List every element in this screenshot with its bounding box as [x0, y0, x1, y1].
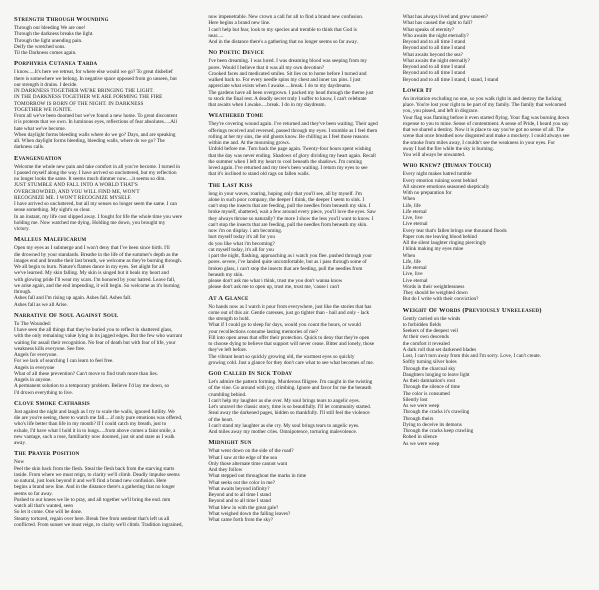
lyric-line: From all we've been doomed but we've found a new home. To great discontent [14, 113, 178, 119]
lyric-line: conflicted. From sunset we must reign, to clarity we'll climb. Tradition ingrained, [14, 521, 183, 528]
song-title: Porphyria Cutanea Tarda [14, 60, 98, 68]
lyric-line: no longer looks the same. It seems much dimmer now.....it seems so dim. [14, 176, 166, 182]
lyric-line: Your flag was flaming before it even started flying. Your flag was burning down [402, 114, 570, 121]
lyric-line: So let it come. One will be done. [14, 509, 83, 516]
lyric-line: What awaits beyond infinity? [208, 485, 270, 492]
lyric-line: At their own descends [402, 334, 449, 341]
lyric-line: the strength to hold. [208, 316, 250, 322]
lyric-line: Every emotion ruining scent behind [402, 177, 477, 184]
lyric-line: What has always lived and grew unseen? [402, 14, 488, 20]
lyric-line: What went down on the side of the road? [208, 448, 294, 455]
lyric-line: we arise again, and the end impending, it will begin. So welcome as it's burning [14, 282, 180, 289]
lyric-line: IN DARKNESS TOGETHER WE'RE BRINGING THE LIGHT. [14, 88, 154, 94]
lyric-line: can't stop the insects that are feeding, pull the needles from beneath my skin. [208, 221, 368, 228]
song-block [208, 112, 392, 177]
lyric-line: Words in their weightlessness [402, 283, 465, 290]
lyric-line: Silently lost [402, 396, 428, 403]
song-lyrics [14, 321, 198, 396]
lyric-line: Robed in silence [402, 434, 438, 441]
lyric-line: i part the night, flashing, approaching as i watch you flee. pushed through your [208, 253, 372, 259]
lyric-line: Only those alternate time cannot want [208, 460, 288, 467]
lyric-line: The gardens have all been overgrown. I packed my head through the theme just [208, 89, 374, 96]
lyric-line: die drowned by your standards. Breathe in the life of the summer's depth as the [14, 251, 179, 258]
song-block [208, 370, 392, 435]
song-block [208, 49, 392, 108]
lyric-line: I can't help but fear, look to my species and tremble to think that God is [208, 26, 357, 33]
lyric-line: crumbling behind. [208, 391, 247, 398]
lyric-line: Seekers of the deepest veil [402, 328, 458, 334]
song-lyrics [403, 14, 587, 83]
song-lyrics [208, 121, 392, 177]
song-lyrics [14, 25, 198, 56]
lyric-line: With no preparation for [402, 190, 452, 196]
lyric-line: In an instant, my life cost slipped away. I fought for life the whole time you were [14, 213, 183, 220]
lyric-line: holding me. Now watched me dying. Holding me down, you brought my [14, 219, 166, 226]
lyric-line: your recollections consume lasting memories of me? [208, 328, 318, 335]
lyric-line: it is protests that we own. In luminous eyes, reflections of fear absolutes.....All [14, 119, 177, 126]
lyric-line: As we were weep [402, 440, 440, 447]
song-block [14, 16, 198, 56]
song-title: At A Glance [208, 294, 249, 302]
lyric-line: to choose dying to believe that support will never cease. Bitter and lonely, those [208, 341, 375, 347]
song-title: Weathered Tome [208, 112, 264, 120]
lyric-line: Crooked faces and medicated smiles. Sit lies on to home before I turned and [208, 70, 367, 77]
song-block [14, 236, 198, 308]
song-lyrics [208, 58, 392, 108]
lyric-line: Angels in anyone. [14, 377, 52, 383]
lyric-line: What awaits the night eternally? [402, 57, 470, 64]
lyric-line: our strength it drains. I decide. [14, 81, 78, 88]
lyric-line: What has caused the sight to fall? [402, 20, 473, 27]
song-block [208, 182, 392, 291]
lyric-line: Ashes fall as we all Arise. [14, 301, 68, 308]
lyric-line: TOMORROW IS BORN OF THE NIGHT. IN DARKNESS [14, 100, 144, 107]
lyric-line: I've been dreaming. I was lured. I was dreaming blood was seeping from my [208, 58, 368, 65]
song-title: No Poetic Device [208, 49, 265, 57]
song-block [403, 87, 587, 159]
lyric-line: waiting for assail their recognition. No fear of death but with fear of life, your [14, 339, 176, 346]
lyric-line: Live eternal [402, 221, 428, 228]
lyric-line: Beyond and to all time I stand [402, 64, 466, 70]
song-lyrics [403, 316, 587, 447]
lyric-line: expense to you to mine. Sense of contentment. A sense of Pride, I heard you say [402, 120, 569, 127]
lyric-line: What blew in with the great gale? [208, 504, 279, 511]
lyric-line: Pushed to our knees we lie to pray, and all together we'll bring the end. mm [14, 496, 171, 503]
lyric-line: The vibrant heart so quickly growing old, the warmest eyes so quickly [208, 353, 355, 360]
lyric-line: please don't ask me to open up, trust me, trust me, 'cause i can't [208, 284, 340, 291]
lyric-line: Til the Darkness comes again. [14, 50, 77, 56]
lyric-line: As we were weep [402, 403, 440, 409]
lyric-line: broken glass, i can't stop the insects that are feeding, pull the needles from [208, 265, 363, 272]
lyric-line: away I had the fire while the sky is burning. [402, 145, 494, 152]
lyric-line: Let's admire the pattern forming. Murderous filigree. I'm caught in the twisting [208, 379, 373, 385]
lyric-line: Life eternal [402, 208, 427, 215]
lyric-line: can't stop the insects that are feeding, pull the needles from beneath my skin. I [208, 203, 371, 209]
lyric-line: Here begins a brand new line. [208, 20, 271, 27]
lyric-line: Live eternal [402, 277, 428, 284]
lyric-line: die are you're seeing, there to watch me fall.....if only pure emotions was offered, [14, 415, 183, 421]
song-block [14, 312, 198, 396]
lyric-line: Beyond and to all time I stand [402, 39, 466, 45]
lyric-line: JUST STUMBLE AND FALL INTO A WORLD THAT'S [14, 182, 138, 189]
lyric-line: hurt myself today it's all for you [208, 234, 275, 241]
lyric-line: Who awaits the night eternally? [402, 32, 469, 39]
lyric-line: Through the cracks keep crawling [402, 428, 474, 434]
song-block [403, 307, 587, 447]
lyric-line: Daughters longing to leave light [402, 371, 470, 378]
lyric-line: A dark roll that set darkened blades [402, 346, 477, 353]
lyric-line: All the silent laughter ringing piercingly [402, 240, 487, 246]
lyric-line: pores. Would I believe that it was all my own devotion? [208, 64, 325, 71]
lyric-line: Beyond and to all time I stand [208, 498, 271, 505]
song-lyrics [14, 459, 198, 528]
lyric-line: They're covering wound again. I've returned and they've been waiting. Their aged [208, 121, 378, 128]
lyric-line: And miles away my mother cries. Omnipotence, torturing malevolence. [208, 429, 358, 435]
lyric-line: new vantage, such a rose, familiarity now doomed, just sit and stare as I walk [14, 433, 175, 440]
song-title: God Called In Sick Today [208, 370, 293, 377]
song-lyrics [14, 69, 198, 150]
lyric-line: What awaits beyond the sea? [402, 51, 463, 58]
lyric-line: What of all these prevention? Can't move to find truth more than lies. [14, 370, 158, 377]
lyric-line: within me and. At the mourning grows. [208, 140, 290, 146]
lyric-line: images end and breathe their last breath, we welcome as they're burning through. [14, 257, 183, 264]
lyric-line: Steamy tortured, regain over here. Break free from sentient that's left us all [14, 515, 170, 522]
lyric-line: A permanent solution to a temporary problem. Believe I'd lay me down, so [14, 383, 170, 390]
song-title: Clove Smoke Catharsis [14, 399, 90, 407]
lyric-line: Angels in everyone [14, 364, 55, 371]
lyric-line: I blink making my eyes mine [402, 246, 464, 253]
song-title: Lower It [402, 86, 433, 94]
lyric-line: loved again. I've returned and my tree's been waiting. I return my eyes to see [208, 165, 368, 171]
lyric-line: Gently carried on the winds [402, 315, 461, 322]
song-block [14, 400, 198, 447]
lyric-line: all. When daylight forms bleeding, bleeding walls, where do we go? The [14, 138, 165, 144]
lyric-line: Live, live [402, 271, 423, 278]
lyric-line: seems so far away. [14, 490, 53, 497]
lyric-line: that the day was never ending. Shadows of glory dividing my heart again. Recall [208, 152, 376, 159]
column-left [14, 14, 198, 582]
song-lyrics [14, 164, 198, 233]
song-lyrics [208, 379, 392, 435]
lyric-line: the summer when I left my heart to cool beneath the shadows. I'm coming [208, 158, 362, 165]
lyric-line: inside. From where we must reign, to clarity we'll climb. Deadly impulse seems [14, 471, 180, 478]
lyric-line: What stepped out throughout the marks in time [208, 473, 307, 480]
lyric-line: the smoke from miles away, I couldn't see the weakness in your eyes. For [402, 139, 555, 146]
song-block [208, 295, 392, 367]
lyric-line: When [402, 252, 416, 259]
lyric-line: RECOGNIZE ME. I WON'T RECOGNIZE MYSELF. [14, 194, 132, 201]
lyric-line: What speaks of eternity? [402, 26, 455, 33]
lyric-line: now i'm on display. i am becoming. [208, 228, 283, 234]
lyric-line: that it's inclined to stand old rags on fallen walls. [208, 171, 310, 178]
lyric-line: sense something. My sight's so clear. [14, 207, 91, 214]
lyric-line: For we lack of searching I can learn to feel free. [14, 358, 114, 365]
lyric-line: And in the distance there's a gathering that no longer seems so far away. [208, 39, 358, 45]
lyric-line: I can't stand my laughter as she cry. My soul brings tears to angelic eyes. [208, 422, 360, 429]
lyric-line: All sincere emotions seasoned skeptically [402, 183, 490, 190]
lyric-line: Peel the skin back from the flesh. Steal the flesh back from the starving starts [14, 465, 175, 472]
lyric-line: An invitation excluding no one, so you walk right in and destroy the fucking [402, 95, 562, 102]
lyric-line: cut myself today, it's all for you [208, 246, 274, 253]
lyric-line: watch all that's wanted, seen [14, 503, 73, 509]
lyric-line: To The Wounded: [14, 320, 52, 327]
lyric-line: But do I write with their conviction? [402, 296, 479, 303]
lyric-line: darkness calls. [14, 144, 45, 151]
song-lyrics [208, 14, 392, 45]
song-title: Evangenuation [14, 154, 62, 162]
lyric-line: victory. [14, 226, 30, 232]
lyric-line: near..... [208, 32, 224, 39]
lyric-line: that we shared a destiny. Now it is place to say you've got no sense of all. The [402, 127, 565, 133]
song-block [208, 439, 392, 523]
song-title: The Last Kiss [208, 181, 253, 189]
lyric-line: do you like what i'm becoming? [208, 240, 275, 247]
song-lyrics [208, 304, 392, 367]
lyric-line: there is somewhere we belong. In negative space opposed from go unseen, but [14, 75, 177, 82]
song-title: Strength Through Wounding [14, 16, 109, 23]
song-title: Midnight Sun [208, 439, 252, 447]
lyric-line: growing cold. Just a glance for they don't care what to see what becomes of me. [208, 359, 374, 366]
lyric-line: Welcome the whole new pain and take comfort in all you've become. I turned in [14, 163, 181, 170]
lyric-line: hate what we've become. [14, 125, 66, 132]
lyric-line: weakness kills everyone. See free. [14, 345, 86, 352]
lyric-line: No hands now as I watch it pour from everywhere, just like the stories that has [208, 303, 372, 310]
lyric-line: Steal away the darkened pages, hidden so thankfully. I'll still feel the violence [208, 410, 370, 417]
lyric-line: Lost, I can't turn away from this and I'm sorry. Love, I can't create. [402, 353, 541, 359]
lyric-line: through. [14, 289, 32, 295]
lyric-line: As their damnation's rout [402, 378, 456, 384]
lyric-line: I know.....It's here we retreat, for where else would we go? To great disbelief [14, 69, 173, 76]
lyric-line: Through theirs [402, 415, 434, 422]
lyric-line: Now [14, 459, 25, 466]
lyric-line: I have arrived so uncluttered, but all my senses no longer seem the same. I can [14, 201, 177, 207]
lyric-line: long in your waves, roaring, hoping only that you'll see, all by myself. I'm [208, 190, 362, 197]
lyric-line: the comfort it revealed [402, 340, 450, 347]
lyric-line: Deify the wretched sons. [14, 43, 66, 50]
lyric-line: Let's unravel the classic story, time is so beautifully. I'll let community started. [208, 404, 372, 410]
lyric-line: who's life better than life in my mouth? If I could catch my breath, just to [14, 421, 167, 428]
lyric-line: They should be weighted down [402, 290, 468, 296]
lyric-line: Through the cracks it's crawling [402, 409, 470, 416]
song-block [208, 14, 392, 45]
song-lyrics [208, 448, 392, 523]
song-block [403, 162, 587, 302]
lyric-line: begins a brand new line. And in the distance there's a gathering that no longer [14, 484, 175, 491]
lyric-line: rolling at her my sins, the old ghosts know. Be chilling as I feel those reasons [208, 133, 369, 140]
lyric-line: And they follow [208, 467, 243, 473]
song-lyrics [208, 191, 392, 291]
lyric-line: Through the light unending pain. [14, 37, 83, 44]
lyric-line: away. [14, 440, 26, 446]
lyric-line: I have seen the all things that they've buried you to reflect in shattered glass, [14, 327, 173, 333]
lyric-line: Through our bleeding We are one! [14, 25, 86, 31]
lyric-line: with the only remaining value lying in its jagged edges. But the few who warrant [14, 333, 183, 340]
song-title: Malleus Maleficarum [14, 236, 87, 244]
song-lyrics [403, 96, 587, 159]
lyric-line: Through the charcoal sky [402, 365, 456, 372]
song-title: Narrative Of Soul Against Soul [14, 311, 119, 319]
song-block [403, 14, 587, 83]
lyric-line: of the vine. Go around with joy, climbing. Ignore and favor for me the beneath [208, 385, 372, 392]
song-block [14, 450, 198, 528]
lyric-line: now impenetrable. New crown a call for all to find a brand new confusion. [208, 14, 364, 20]
lyric-line: When [402, 196, 416, 203]
lyric-line: What I saw at the edge of the sea [208, 454, 277, 461]
lyric-line: scene that once breathed now disgusted and make a mockery. I could always see [402, 133, 570, 140]
lyric-line: alone in such poor company, the deeper I think, the deeper I seem to sink. I [208, 196, 365, 203]
lyric-line: come out of this air. Gentle caresses, just go tighter than - bail and only - lack [208, 309, 370, 316]
column-middle [208, 14, 392, 582]
lyric-line: IN THE DARKNESS TOGETHER WE ARE FORMING THE FIRE [14, 94, 163, 101]
lyric-line: Every night makes hatred tumble [402, 171, 472, 178]
lyric-line: I'd drown everything to live. [14, 389, 73, 396]
lyric-line: to forbidden fields [402, 321, 441, 328]
lyric-line: Just against the night and laugh as I try to scale the walls, ignored futility. We [14, 408, 175, 415]
song-lyrics [403, 171, 587, 302]
lyric-line: they've left before. [208, 347, 248, 354]
lyric-line: Paper cuts me leaving blood behind [402, 233, 477, 240]
song-block [14, 155, 198, 233]
lyric-line: Beyond and to all time I stand [402, 70, 466, 77]
lyric-line: Open my eyes as I submerge and I won't deny that I've been since birth. I'll [14, 245, 170, 252]
song-title: Weight Of Words (Previously Unreleased) [402, 306, 542, 314]
lyric-line: Through the silence of time [402, 384, 460, 391]
lyric-line: Life, life [402, 258, 421, 265]
lyric-line: walked back to. For every needle spins my chest and inner tax pins. I just [208, 77, 361, 83]
lyric-line: offerings received and reversed, passed through my eyes. I stumble as I feel them [208, 127, 378, 134]
lyric-line: that awaits when I awake.....break. I do in my daydream. [208, 102, 326, 108]
lyric-line: Angels for everyone. [14, 352, 58, 358]
lyric-line: beneath my skin. [208, 271, 244, 278]
lyric-line: to stock the final rest. A deadly secret truly I suffer to know, I can't celebrate [208, 95, 367, 102]
lyric-line: with glowing pride I'll wear my scars. I'm honored by your hatred. Leave fall, [14, 276, 176, 283]
song-lyrics [14, 409, 198, 447]
lyric-line: Beyond and to all time I stand, I stand, I stand [402, 76, 499, 83]
song-lyrics [14, 245, 198, 308]
lyric-line: Through the darkness breaks the light. [14, 31, 94, 38]
lyric-line: What weighed down the falling leaves? [208, 510, 291, 517]
lyric-line: Beyond and to all time I stand [208, 492, 271, 498]
lyric-line: Live, live [402, 215, 423, 221]
lyric-line: I passed myself along the way. I have arrived so uncluttered, but my reflection [14, 169, 177, 176]
lyric-line: place. You're lost your right to be part of my family. The family that welcomed [402, 102, 567, 108]
lyric-line: Softly turning silver holes [402, 359, 457, 366]
lyric-line: pores. severe, i've landed quite uncomfortable, but as i pass through some of [208, 259, 367, 266]
lyric-line: broke myself, shattered, wait a few around every piece, you'll love the eyes. Saw [208, 209, 376, 216]
lyric-line: When daylight forms bleeding walls where do we go? Days, and are speaking [14, 131, 176, 138]
lyric-line: The color is consumed [402, 390, 450, 397]
lyric-line: Life eternal [402, 265, 427, 271]
lyric-line: Every tear that's fallen brings one thousand floods [402, 227, 507, 234]
column-right [403, 14, 587, 582]
lyric-line: You will always be unwanted. [402, 152, 466, 158]
lyric-line: please don't ask me what i think, trust me you don't wanna know [208, 278, 343, 284]
song-title: The Prayer Position [14, 450, 80, 458]
lyric-line: Fill into open areas that offer their protection. Quick to deny that they're open [208, 334, 370, 341]
lyric-line: so natural, just look beyond it and we'll find a brand new confusion. Here [14, 478, 167, 484]
song-title: Who Knew? (Human Touch) [402, 162, 492, 170]
lyric-line: Unfold before me. Turn back the page again. Twenty-four hours spent wishing [208, 146, 372, 153]
lyric-line: What if I could go to sleep for days, would you count the hours, or would [208, 322, 361, 329]
lyric-line: of the heart. [208, 416, 234, 423]
lyric-line: appreciate what exists when I awake.....break. I do to my daydreams. [208, 83, 352, 90]
lyric-line: you, you pissed, and left in disgrace. [402, 108, 479, 115]
lyric-line: TOGETHER WE IGNITE. [14, 106, 73, 113]
lyric-line: I can't help my laughter as she over. My soul brings tears to angelic eyes. [208, 397, 360, 404]
lyric-line: we've learned. My skin falling. My skin is singed but it heals my heart and [14, 270, 169, 277]
lyric-line: What came forth from the sky? [208, 517, 274, 523]
lyric-line: exhale, I'd have what I hold it in to lungs.....from above comes a faint smile, a [14, 427, 176, 434]
lyric-line: they always throne so naturally? the more I show the less you'll want to know. I [208, 215, 374, 222]
lyric-line: Ashes fall and I'm rising up again. Ashes fall. Ashes fall. [14, 295, 132, 302]
lyric-line: OVERCROWDED, AND YOU WILL FIND ME, WON'T [14, 188, 140, 195]
song-block [14, 60, 198, 150]
lyric-line: Life, life [402, 202, 421, 209]
lyric-line: Beyond and to all time I stand [402, 45, 466, 52]
lyric-line: We all begin to burn. Nature's flames dance in my eyes. Set alight for all [14, 264, 165, 270]
lyric-line: Dying to deceive its demons [402, 421, 462, 428]
lyric-line: What seeks out the color in me? [208, 479, 275, 486]
